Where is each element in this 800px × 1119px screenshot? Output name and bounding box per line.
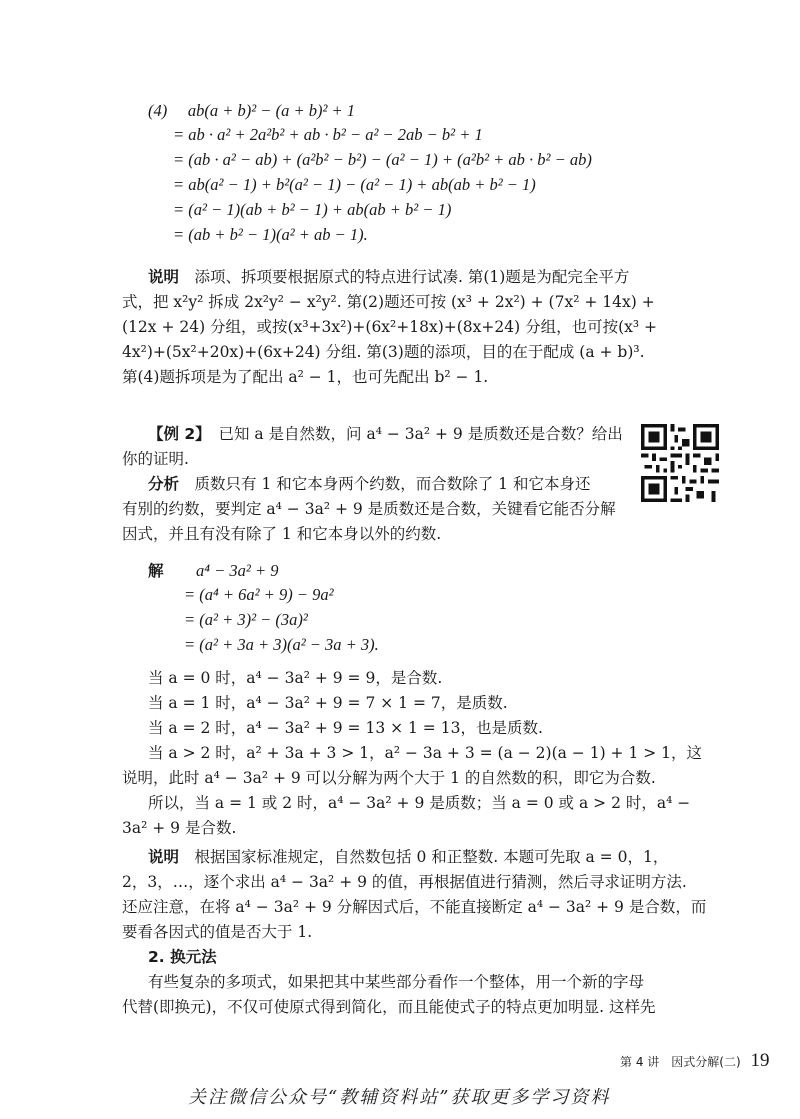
page-footer [620,1050,769,1072]
text-line [122,767,656,789]
line-text: 因式，并且有没有除了 1 和它本身以外的约数. [122,525,442,543]
line-text: 第(4)题拆项是为了配出 a² − 1，也可先配出 b² − 1. [122,368,489,386]
line-text: = (a² + 3a + 3)(a² − 3a + 3). [184,635,379,654]
text-line [122,291,655,313]
text-line [122,366,488,388]
text-line [122,448,189,470]
line-text: = (ab + b² − 1)(a² + ab − 1). [173,225,368,244]
line-text: (12x + 24) 分组，或按(x³+3x²)+(6x²+18x)+(8x+24) 分组，也可按(x³ + [122,318,657,336]
text-line [173,174,536,196]
line-text: 当 a = 0 时，a⁴ − 3a² + 9 = 9，是合数. [148,669,443,687]
text-line [122,871,687,893]
text-line [148,423,623,445]
section-label: 解 [148,562,164,580]
line-text: 3a² + 9 是合数. [122,819,237,837]
text-line [184,609,308,631]
section-label: 说明 [148,848,180,866]
text-line [148,946,217,968]
text-line [122,896,706,918]
text-line [122,498,616,520]
text-line [122,523,441,545]
chapter-label: 第 4 讲 因式分解(二) [620,1055,741,1069]
line-text: = (a⁴ + 6a² + 9) − 9a² [184,585,334,604]
line-text: 有别的约数，要判定 a⁴ − 3a² + 9 是质数还是合数，关键看它能否分解 [122,500,616,518]
text-line [173,124,483,146]
line-text: 你的证明. [122,450,189,468]
line-text: 4x²)+(5x²+20x)+(6x+24) 分组. 第(3)题的添项，目的在于配成 (a + b)³. [122,343,645,361]
text-line [148,667,442,689]
text-line [122,921,312,943]
watermark-text: 关注微信公众号“教辅资料站”获取更多学习资料 [188,1087,611,1108]
line-text: 式，把 x²y² 拆成 2x²y² − x²y². 第(2)题还可按 (x³ + 2x²) + (7x² + 14x) + [122,293,655,311]
line-text: 当 a = 2 时，a⁴ − 3a² + 9 = 13 × 1 = 13，也是质数. [148,719,543,737]
line-text: 根据国家标准规定，自然数包括 0 和正整数. 本题可先取 a = 0，1， [179,848,669,866]
text-line [148,473,590,495]
line-text: 要看各因式的值是否大于 1. [122,923,313,941]
line-text: 质数只有 1 和它本身两个约数，而合数除了 1 和它本身还 [179,475,591,493]
line-text: 有些复杂的多项式，如果把其中某些部分看作一个整体，用一个新的字母 [148,973,645,991]
line-text: a⁴ − 3a² + 9 [196,561,279,580]
line-text: 所以，当 a = 1 或 2 时，a⁴ − 3a² + 9 是质数；当 a = 0 或 a > 2 时，a⁴ − [148,794,691,812]
text-line [122,817,236,839]
text-line [173,224,368,246]
text-line [173,199,451,221]
line-text: 添项、拆项要根据原式的特点进行试凑. 第(1)题是为配完全平方 [179,268,630,286]
text-line [148,266,629,288]
text-line [122,341,645,363]
line-text: (4) ab(a + b)² − (a + b)² + 1 [148,101,356,120]
line-text: 已知 a 是自然数，问 a⁴ − 3a² + 9 是质数还是合数？给出 [202,425,623,443]
text-line [173,149,592,171]
text-line [184,634,379,656]
text-line [148,692,508,714]
text-line [148,792,690,814]
line-text: 当 a = 1 时，a⁴ − 3a² + 9 = 7 × 1 = 7，是质数. [148,694,508,712]
line-text: = (ab · a² − ab) + (a²b² − b²) − (a² − 1) + (a²b² + ab · b² − ab) [173,150,592,169]
line-text: 还应注意，在将 a⁴ − 3a² + 9 分解因式后，不能直接断定 a⁴ − 3a² + 9 是合数，而 [122,898,707,916]
line-text: 代替(即换元)，不仅可使原式得到简化，而且能使式子的特点更加明显. 这样先 [122,998,656,1016]
section-label: 2. 换元法 [148,948,217,966]
line-text: = (a² + 3)² − (3a)² [184,610,308,629]
line-text: = ab · a² + 2a²b² + ab · b² − a² − 2ab − b² + 1 [173,125,483,144]
section-label: 【例 2】 [148,425,203,443]
section-label: 分析 [148,475,180,493]
text-line [148,742,702,764]
page-number: 19 [750,1050,770,1071]
text-line [184,584,334,606]
text-line [196,560,278,582]
text-line [148,971,644,993]
text-line [148,100,355,122]
text-line [122,996,655,1018]
line-text: = ab(a² − 1) + b²(a² − 1) − (a² − 1) + ab(ab + b² − 1) [173,175,536,194]
line-text: 2，3，…，逐个求出 a⁴ − 3a² + 9 的值，再根据值进行猜测，然后寻求证明方法. [122,873,687,891]
line-text: 当 a > 2 时，a² + 3a + 3 > 1，a² − 3a + 3 = (a − 2)(a − 1) + 1 > 1，这 [148,744,703,762]
text-line [148,560,164,582]
text-line [148,717,543,739]
text-line [122,316,657,338]
qr-code[interactable] [641,424,719,502]
line-text: = (a² − 1)(ab + b² − 1) + ab(ab + b² − 1) [173,200,452,219]
line-text: 说明，此时 a⁴ − 3a² + 9 可以分解为两个大于 1 的自然数的积，即它为合数. [122,769,656,787]
text-line [148,846,668,868]
section-label: 说明 [148,268,180,286]
